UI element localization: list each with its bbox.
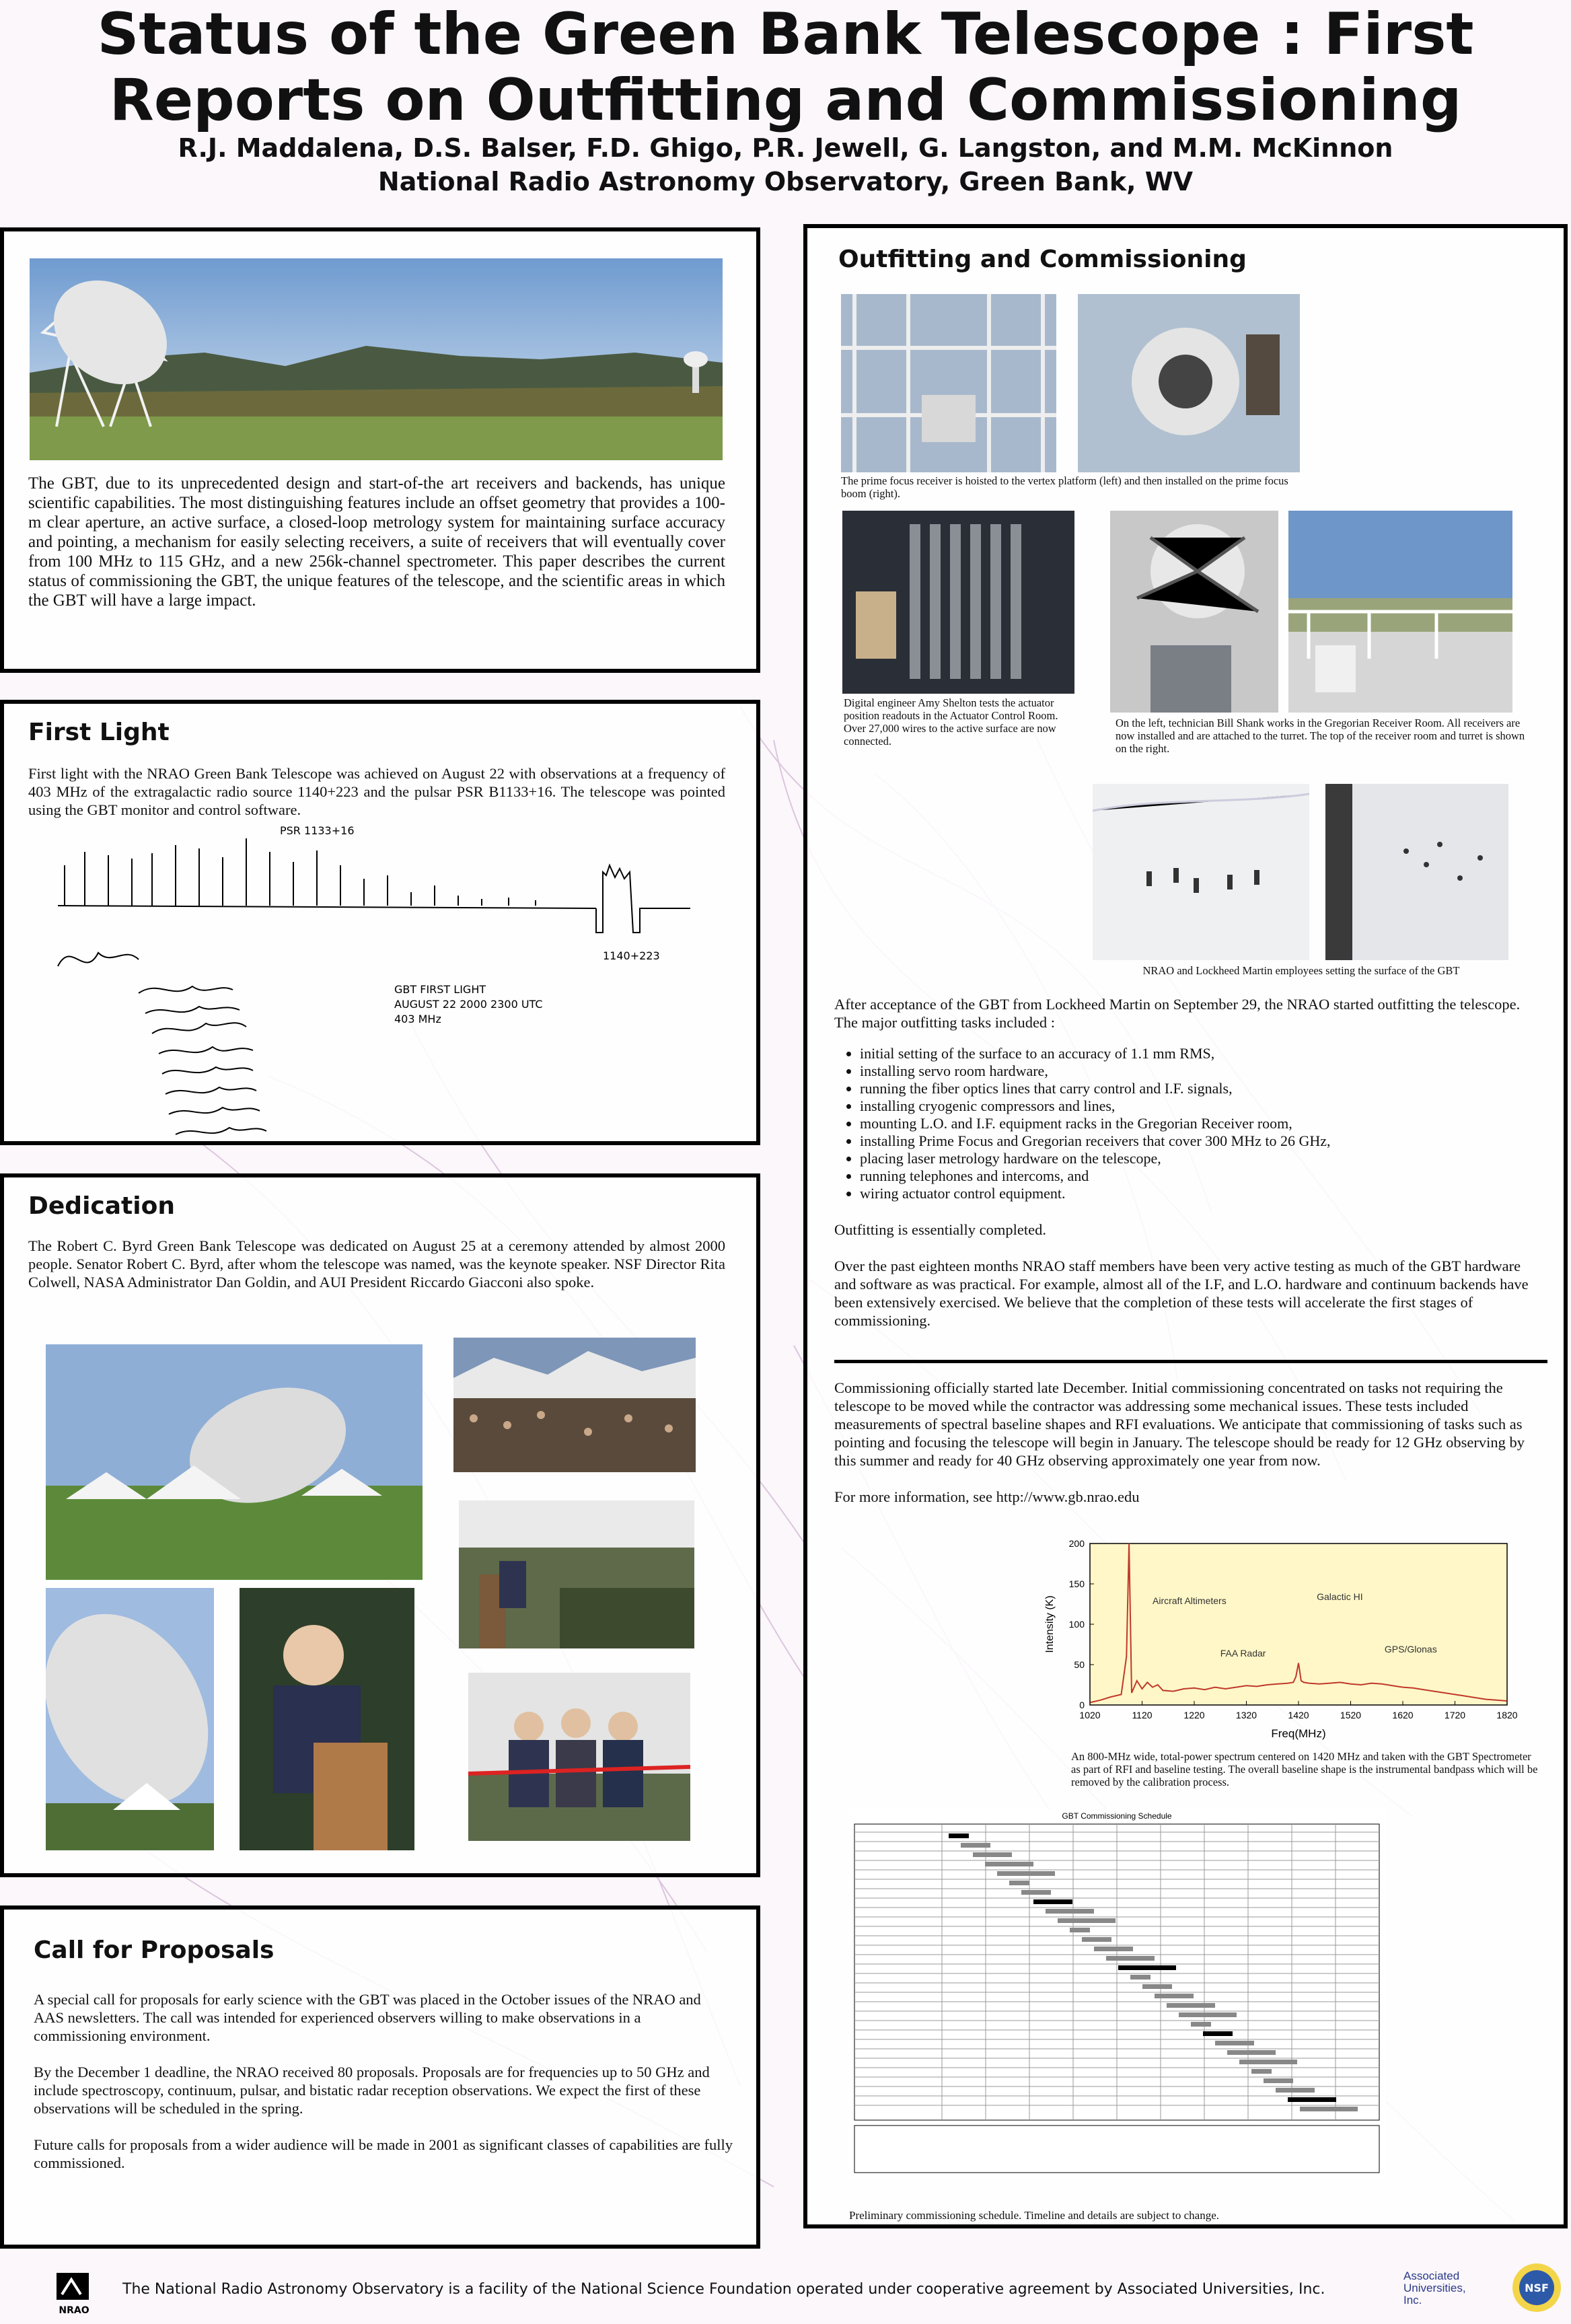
intro-panel xyxy=(0,227,760,673)
chart-annotation: GPS/Glonas xyxy=(1384,1644,1437,1655)
plot-note-3: 403 MHz xyxy=(394,1013,441,1025)
affiliation: National Radio Astronomy Observatory, Green Bank, WV xyxy=(377,167,1194,196)
schedule-task-bar xyxy=(1070,1928,1090,1932)
commissioning-p4: Commissioning officially started late December. Initial commissioning concentrated on tasks not requiring the telescope to be moved while the contractor was addressing some mechanical issues. These tests included measurements of spectral baseline shapes and RFI evaluations. We anticipate that commissioning of tasks such as pointing and focusing the telescope will begin in January. The telescope should be ready for 12 GHz observing by this summer and ready for 40 GHz observing approximately one year from now. xyxy=(834,1379,1525,1469)
x-tick-label: 1520 xyxy=(1340,1710,1362,1720)
y-tick-label: 200 xyxy=(1068,1538,1085,1549)
outfitting-p2: Outfitting is essentially completed. xyxy=(834,1221,1046,1238)
x-tick-label: 1620 xyxy=(1392,1710,1414,1720)
photo-actuator-control-room xyxy=(842,511,1074,694)
photo-gregorian-room xyxy=(1110,511,1278,713)
schedule-task-bar xyxy=(1142,1984,1172,1989)
photo-receiver-installed xyxy=(1078,294,1300,472)
proposals-p2: By the December 1 deadline, the NRAO received 80 proposals. Proposals are for frequencies up to 50 GHz and include spectroscopy, continuum, pulsar, and bistatic radar reception observations. We expect the first of these observations will be scheduled in the spring. xyxy=(34,2064,710,2117)
chart-annotation: FAA Radar xyxy=(1220,1648,1266,1659)
x-tick-label: 1820 xyxy=(1496,1710,1518,1720)
outfitting-task-list xyxy=(834,1045,1541,1202)
x-tick-label: 1220 xyxy=(1183,1710,1205,1720)
y-tick-label: 100 xyxy=(1068,1619,1085,1630)
schedule-task-bar xyxy=(949,1833,969,1838)
schedule-task-bar xyxy=(1179,2012,1237,2017)
plot-background xyxy=(1090,1544,1507,1705)
aui-logo-line-2: Universities, Inc. xyxy=(1403,2282,1466,2307)
x-tick-label: 1420 xyxy=(1288,1710,1309,1720)
schedule-task-bar xyxy=(1082,1937,1111,1942)
task-item: • installing Prime Focus and Gregorian receivers that cover 300 MHz to 26 GHz, xyxy=(860,1132,1541,1150)
outfitting-panel xyxy=(803,224,1568,2228)
commissioning-p5: For more information, see http://www.gb.nrao.edu xyxy=(834,1488,1140,1505)
aui-logo-line-1: Associated xyxy=(1403,2269,1460,2282)
schedule-task-bar xyxy=(1288,2097,1336,2102)
caption-surface: NRAO and Lockheed Martin employees setting the surface of the GBT xyxy=(1142,964,1460,977)
outfitting-text xyxy=(834,995,1541,1348)
dedication-photo-ribbon-cutting xyxy=(468,1673,690,1841)
dedication-photo-telescope-closeup xyxy=(46,1588,214,1850)
schedule-task-bar xyxy=(1094,1947,1133,1951)
nsf-logo xyxy=(1510,2261,1564,2315)
schedule-task-bar xyxy=(1264,2078,1293,2083)
dedication-panel xyxy=(0,1173,760,1877)
schedule-task-bar xyxy=(1155,1994,1194,1998)
schedule-task-bar xyxy=(1009,1881,1029,1885)
schedule-task-bar xyxy=(1106,1956,1155,1961)
first-light-text: First light with the NRAO Green Bank Telescope was achieved on August 22 with observations at a frequency of 403 MHz of the extragalactic radio source 1140+223 and the pulsar PSR B1133+16. The telescope was pointed using the GBT monitor and control software. xyxy=(28,765,725,818)
footer-text: The National Radio Astronomy Observatory is a facility of the National Science Foundation operated under cooperative agreement by Associated Universities, Inc. xyxy=(122,2281,1325,2298)
first-light-panel xyxy=(0,700,760,1145)
schedule-task-bar xyxy=(1215,2041,1254,2045)
task-item: • installing servo room hardware, xyxy=(860,1062,1541,1080)
outfitting-p3: Over the past eighteen months NRAO staff members have been very active testing as much of the GBT hardware and software as was practical. For example, almost all of the I.F, and L.O. hardware and continuum backends have been extensively exercised. We believe that the completion of these tests will accelerate the first stages of commissioning. xyxy=(834,1258,1529,1329)
caption-schedule: Preliminary commissioning schedule. Timeline and details are subject to change. xyxy=(849,2209,1220,2222)
task-item: • mounting L.O. and I.F. equipment racks in the Gregorian Receiver room, xyxy=(860,1115,1541,1132)
schedule-legend xyxy=(854,2126,1379,2173)
plot-note-2: AUGUST 22 2000 2300 UTC xyxy=(394,998,543,1011)
schedule-title: GBT Commissioning Schedule xyxy=(1062,1811,1172,1821)
proposals-heading: Call for Proposals xyxy=(34,1936,275,1964)
schedule-task-bar xyxy=(1300,2107,1358,2111)
task-item: • placing laser metrology hardware on the telescope, xyxy=(860,1150,1541,1167)
proposals-p1: A special call for proposals for early science with the GBT was placed in the October issues of the NRAO and AAS newsletters. The call was intended for experienced observers willing to make observations in a commissioning environment. xyxy=(34,1991,701,2044)
schedule-task-bar xyxy=(1203,2031,1233,2036)
poster-title xyxy=(0,1,1571,133)
photo-surface-setting-1 xyxy=(1093,784,1309,960)
nsf-logo-text: NSF xyxy=(1525,2282,1549,2294)
authors: R.J. Maddalena, D.S. Balser, F.D. Ghigo, P.R. Jewell, G. Langston, and M.M. McKinnon xyxy=(178,133,1393,163)
dedication-photo-crowd xyxy=(453,1338,696,1472)
task-item: • installing cryogenic compressors and lines, xyxy=(860,1097,1541,1115)
caption-spectrum: An 800-MHz wide, total-power spectrum centered on 1420 MHz and taken with the GBT Spectrometer as part of RFI and baseline testing. The overall baseline shape is the instrumental bandpass which will be removed by the calibration process. xyxy=(1071,1750,1538,1788)
photo-receiver-room-roof xyxy=(1288,511,1512,713)
plot-label-pulsar: PSR 1133+16 xyxy=(280,825,355,837)
spectrum-chart xyxy=(1036,1537,1521,1745)
dedication-photo-byrd-speaking xyxy=(240,1588,414,1850)
schedule-task-bar xyxy=(1046,1909,1094,1914)
task-item: • wiring actuator control equipment. xyxy=(860,1185,1541,1202)
nrao-logo xyxy=(51,2270,98,2317)
schedule-task-bar xyxy=(1033,1899,1072,1904)
schedule-task-bar xyxy=(1118,1965,1176,1970)
y-axis-label: Intensity (K) xyxy=(1044,1595,1056,1653)
schedule-task-bar xyxy=(1191,2022,1211,2027)
dedication-text: The Robert C. Byrd Green Bank Telescope was dedicated on August 25 at a ceremony attended by almost 2000 people. Senator Robert C. Byrd, after whom the telescope was named, was the keynote speaker. NSF Director Rita Colwell, NASA Administrator Dan Goldin, and AUI President Riccardo Giacconi also spoke. xyxy=(28,1237,725,1291)
photo-surface-setting-2 xyxy=(1325,784,1508,960)
photo-receiver-hoist xyxy=(841,294,1056,472)
dedication-photo-telescope-tents xyxy=(46,1344,423,1580)
schedule-task-bar xyxy=(985,1862,1033,1866)
commissioning-schedule-chart xyxy=(848,1809,1386,2179)
title-line-2: Reports on Outfitting and Commissioning xyxy=(109,67,1462,134)
x-tick-label: 1720 xyxy=(1444,1710,1466,1720)
outfitting-p1: After acceptance of the GBT from Lockheed Martin on September 29, the NRAO started outfitting the telescope. The major outfitting tasks included : xyxy=(834,996,1521,1031)
proposals-text xyxy=(34,1990,733,2190)
caption-gregorian: On the left, technician Bill Shank works in the Gregorian Receiver Room. All receivers are now installed and are attached to the turret. The top of the receiver room and turret is shown on the right. xyxy=(1116,717,1525,755)
caption-receiver: The prime focus receiver is hoisted to the vertex platform (left) and then installed on the prime focus boom (right). xyxy=(841,474,1288,500)
caption-actuator: Digital engineer Amy Shelton tests the actuator position readouts in the Actuator Control Room. Over 27,000 wires to the active surface are now connected. xyxy=(844,696,1058,748)
gbt-landscape-photo xyxy=(30,258,723,460)
commissioning-text xyxy=(834,1379,1541,1524)
schedule-task-bar xyxy=(1130,1975,1150,1980)
dedication-heading: Dedication xyxy=(28,1192,175,1220)
signatures-drawing xyxy=(58,953,266,1134)
aui-logo xyxy=(1403,2270,1484,2311)
first-light-heading: First Light xyxy=(28,719,170,746)
schedule-task-bar xyxy=(1251,2069,1272,2074)
x-tick-label: 1320 xyxy=(1235,1710,1257,1720)
task-item: • initial setting of the surface to an accuracy of 1.1 mm RMS, xyxy=(860,1045,1541,1062)
y-tick-label: 150 xyxy=(1068,1578,1085,1589)
plot-label-source: 1140+223 xyxy=(603,949,660,962)
proposals-panel xyxy=(0,1905,760,2249)
task-item: • running the fiber optics lines that carry control and I.F. signals, xyxy=(860,1080,1541,1097)
nrao-logo-text: NRAO xyxy=(59,2305,89,2316)
schedule-task-bar xyxy=(1167,2003,1215,2008)
task-item: • running telephones and intercoms, and xyxy=(860,1167,1541,1185)
intro-text: The GBT, due to its unprecedented design and start-of-the art receivers and backends, has unique scientific capabilities. The most distinguishing features include an offset geometry that provides a 100-m clear aperture, an active surface, a closed-loop metrology system for maintaining surface accuracy and pointing, a mechanism for easily selecting receivers, a suite of receivers that will eventually cover from 100 MHz to 115 GHz, and a new 256k-channel spectrometer. This paper describes the current status of commissioning the GBT, the unique features of the telescope, and the scientific areas in which the GBT will have a large impact. xyxy=(28,474,725,610)
schedule-task-bar xyxy=(1058,1918,1116,1923)
chart-annotation: Galactic HI xyxy=(1317,1591,1363,1602)
y-tick-label: 50 xyxy=(1074,1659,1085,1670)
schedule-task-bar xyxy=(1239,2060,1297,2064)
schedule-task-bar xyxy=(961,1843,990,1848)
title-line-1: Status of the Green Bank Telescope : First xyxy=(97,1,1474,68)
y-tick-label: 0 xyxy=(1079,1700,1085,1710)
section-divider xyxy=(834,1360,1547,1363)
schedule-task-bar xyxy=(1227,2050,1276,2055)
chart-annotation: Aircraft Altimeters xyxy=(1153,1595,1227,1606)
schedule-task-bar xyxy=(973,1852,1012,1857)
x-tick-label: 1020 xyxy=(1079,1710,1101,1720)
dedication-photo-podium-stage xyxy=(459,1500,694,1648)
proposals-p3: Future calls for proposals from a wider audience will be made in 2001 as significant classes of capabilities are fully commissioned. xyxy=(34,2136,733,2171)
first-light-plot xyxy=(44,825,717,1141)
schedule-task-bar xyxy=(997,1871,1055,1876)
x-tick-label: 1120 xyxy=(1132,1710,1153,1720)
schedule-task-bar xyxy=(1276,2088,1315,2093)
x-axis-label: Freq(MHz) xyxy=(1271,1727,1326,1740)
plot-note-1: GBT FIRST LIGHT xyxy=(394,983,486,996)
outfitting-heading: Outfitting and Commissioning xyxy=(838,246,1247,273)
schedule-task-bar xyxy=(1021,1890,1051,1895)
